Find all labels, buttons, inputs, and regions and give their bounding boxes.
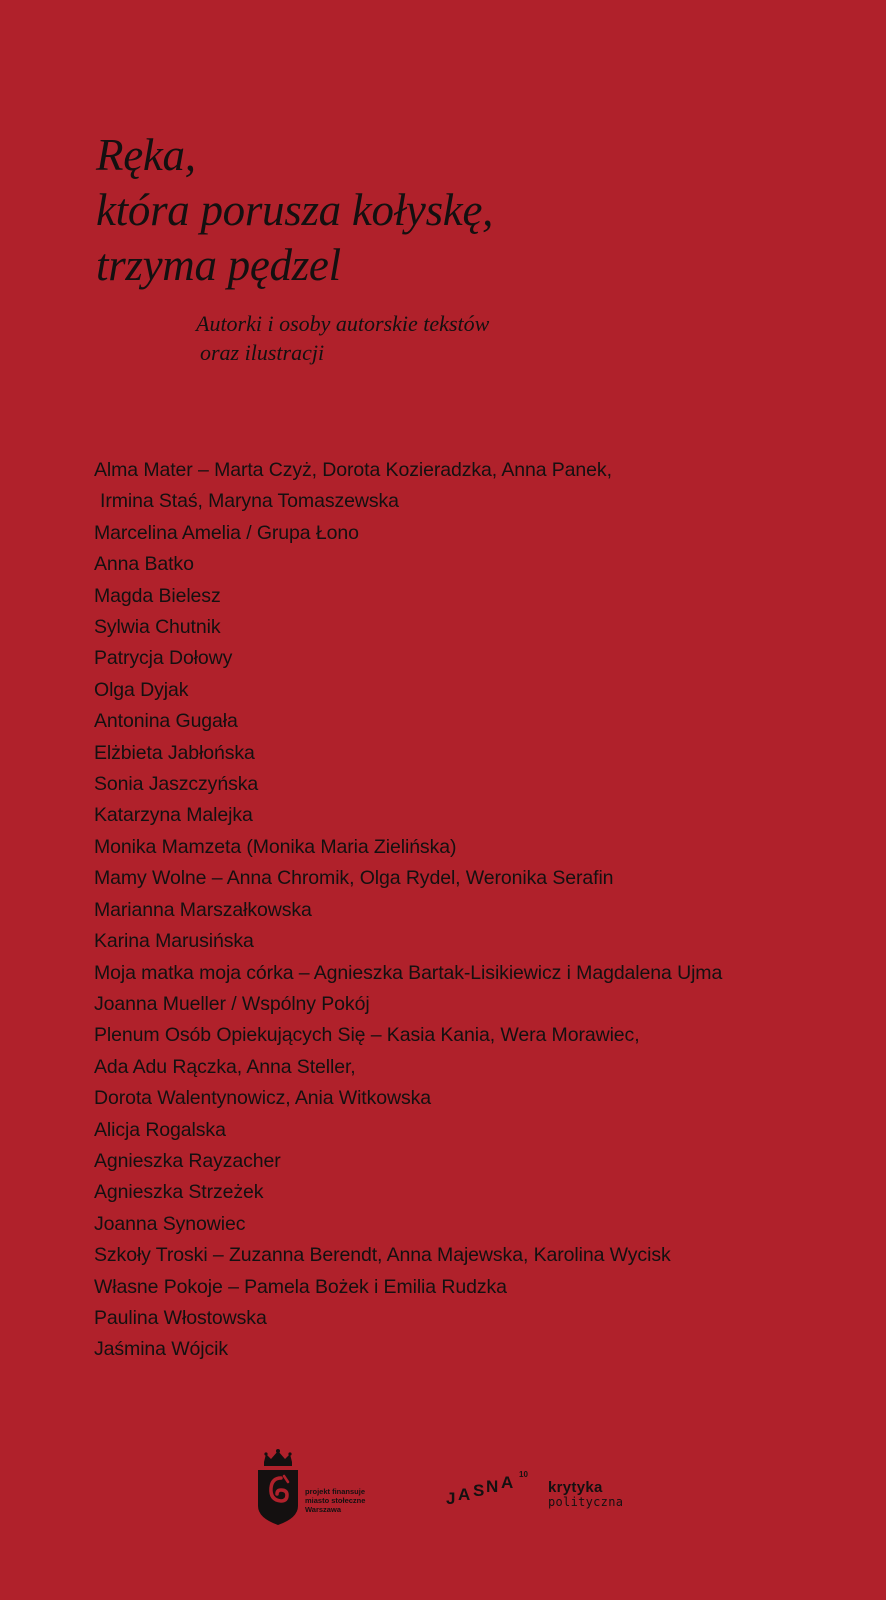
book-title (96, 128, 493, 293)
author-item: Alma Mater – Marta Czyż, Dorota Kozieradzka, Anna Panek, (94, 459, 612, 481)
author-item: Katarzyna Malejka (94, 804, 253, 827)
funding-line: miasto stołeczne (305, 1496, 366, 1505)
author-item: Anna Batko (94, 553, 194, 576)
subtitle-line: oraz ilustracji (200, 340, 325, 365)
jasna-number: 10 (519, 1470, 528, 1479)
kp-top: krytyka (548, 1479, 603, 1496)
funding-line: projekt finansuje (305, 1487, 366, 1496)
jasna-letter: A (501, 1473, 514, 1492)
funding-note (305, 1487, 365, 1514)
jasna-letter: N (486, 1477, 499, 1496)
subtitle-line: Autorki i osoby autorskie tekstów (196, 311, 490, 336)
author-item: Mamy Wolne – Anna Chromik, Olga Rydel, Weronika Serafin (94, 867, 614, 890)
author-item: Karina Marusińska (94, 930, 254, 953)
author-item: Marcelina Amelia / Grupa Łono (94, 521, 359, 544)
title-line: trzyma pędzel (96, 240, 341, 290)
author-item: Szkoły Troski – Zuzanna Berendt, Anna Majewska, Karolina Wycisk (94, 1244, 671, 1267)
author-item: Patrycja Dołowy (94, 647, 233, 670)
author-item: Dorota Walentynowicz, Ania Witkowska (94, 1087, 432, 1110)
krytyka-polityczna-logo (548, 1480, 623, 1509)
kp-bottom: polityczna (548, 1495, 624, 1509)
jasna-letter: S (473, 1481, 485, 1500)
subtitle (196, 309, 489, 367)
author-item: Własne Pokoje – Pamela Bożek i Emilia Rudzka (94, 1275, 507, 1298)
author-item: Elżbieta Jabłońska (94, 741, 255, 764)
author-item: Magda Bielesz (94, 584, 221, 607)
title-line: Ręka, (96, 130, 196, 180)
author-item: Monika Mamzeta (Monika Maria Zielińska) (94, 835, 457, 858)
jasna-letter: J (446, 1489, 456, 1508)
author-item: Sylwia Chutnik (94, 616, 221, 639)
title-line: która porusza kołyskę, (96, 185, 494, 235)
author-item: Ada Adu Rączka, Anna Steller, (94, 1055, 356, 1078)
author-item: Joanna Synowiec (94, 1212, 246, 1235)
jasna-letter: A (458, 1485, 471, 1504)
funding-line: Warszawa (305, 1505, 341, 1514)
author-item: Irmina Staś, Maryna Tomaszewska (100, 490, 399, 513)
authors-list (94, 455, 722, 1366)
jasna-logo (446, 1470, 536, 1510)
author-item: Moja matka moja córka – Agnieszka Bartak-Lisikiewicz i Magdalena Ujma (94, 961, 723, 984)
author-item: Agnieszka Strzeżek (94, 1181, 264, 1204)
author-item: Antonina Gugała (94, 710, 238, 733)
author-item: Olga Dyjak (94, 678, 189, 701)
author-item: Sonia Jaszczyńska (94, 773, 259, 796)
author-item: Alicja Rogalska (94, 1118, 226, 1141)
author-item: Marianna Marszałkowska (94, 898, 312, 921)
sponsor-logos (0, 1448, 886, 1528)
author-item: Joanna Mueller / Wspólny Pokój (94, 992, 370, 1015)
author-item: Plenum Osób Opiekujących Się – Kasia Kania, Wera Morawiec, (94, 1024, 640, 1047)
author-item: Paulina Włostowska (94, 1306, 267, 1329)
author-item: Agnieszka Rayzacher (94, 1149, 281, 1172)
warsaw-crest-icon (254, 1448, 302, 1526)
author-item: Jaśmina Wójcik (94, 1338, 229, 1361)
